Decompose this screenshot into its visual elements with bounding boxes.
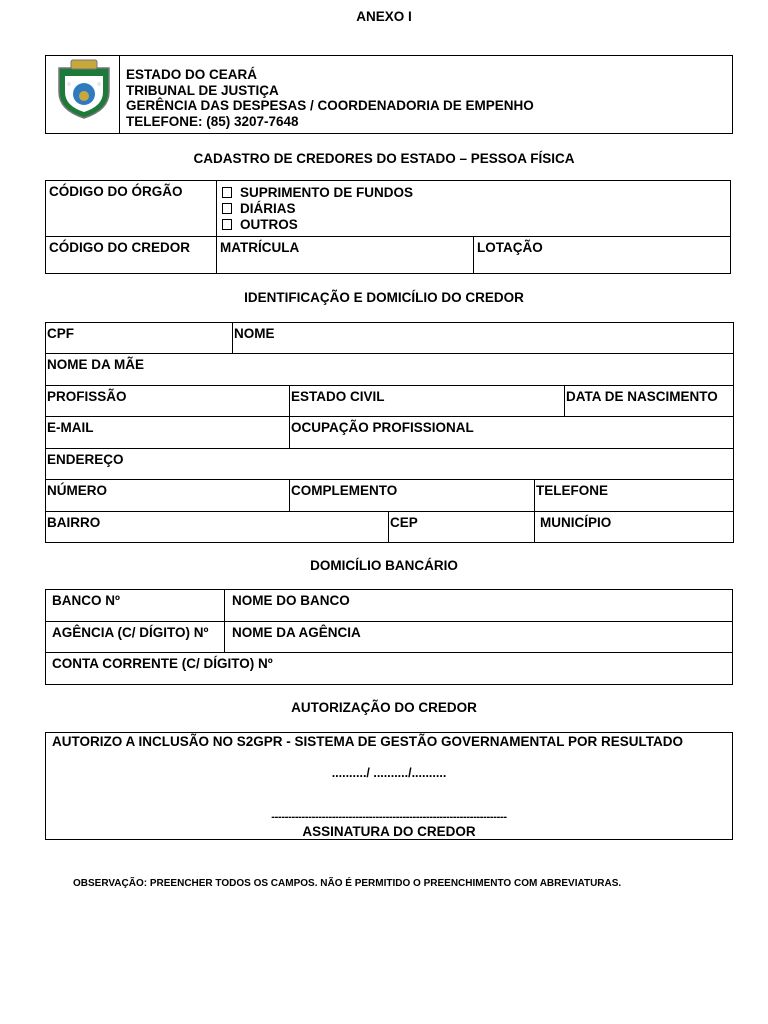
header-line-phone: TELEFONE: (85) 3207-7648 bbox=[126, 113, 299, 129]
annex-title: ANEXO I bbox=[356, 9, 412, 24]
banco-no-label: BANCO Nº bbox=[52, 593, 120, 608]
nome-mae-label: NOME DA MÃE bbox=[47, 357, 144, 372]
header-text bbox=[120, 56, 733, 134]
conta-field[interactable] bbox=[46, 653, 733, 685]
authorization-text: AUTORIZO A INCLUSÃO NO S2GPR - SISTEMA DE GESTÃO GOVERNAMENTAL POR RESULTADO bbox=[52, 734, 684, 749]
codigo-orgao-label: CÓDIGO DO ÓRGÃO bbox=[49, 184, 183, 199]
data-nascimento-field[interactable] bbox=[565, 386, 734, 417]
section-credor-codes bbox=[45, 180, 731, 274]
header-line-state: ESTADO DO CEARÁ bbox=[126, 67, 258, 82]
header-box bbox=[45, 55, 733, 134]
endereco-label: ENDEREÇO bbox=[47, 452, 124, 467]
section-identification bbox=[45, 322, 734, 543]
data-nascimento-label: DATA DE NASCIMENTO bbox=[566, 389, 718, 404]
header-line-department: GERÊNCIA DAS DESPESAS / COORDENADORIA DE EMPENHO bbox=[126, 98, 534, 113]
estado-civil-field[interactable] bbox=[290, 386, 565, 417]
email-field[interactable] bbox=[46, 417, 290, 449]
matricula-field[interactable] bbox=[217, 237, 474, 274]
cpf-field[interactable] bbox=[46, 323, 233, 354]
cpf-label: CPF bbox=[47, 326, 74, 341]
ceara-coat-of-arms-icon bbox=[53, 58, 115, 120]
endereco-field[interactable] bbox=[46, 449, 734, 480]
numero-field[interactable] bbox=[46, 480, 290, 512]
header-line-court: TRIBUNAL DE JUSTIÇA bbox=[126, 82, 279, 98]
complemento-field[interactable] bbox=[290, 480, 535, 512]
date-line[interactable]: ........../ ........../.......... bbox=[331, 766, 447, 780]
banco-no-field[interactable] bbox=[46, 590, 225, 622]
checkbox-icon[interactable] bbox=[222, 219, 232, 230]
nome-banco-label: NOME DO BANCO bbox=[232, 593, 350, 608]
signature-line[interactable]: ---------------------------------------------------------------------- bbox=[271, 811, 507, 823]
form-title: CADASTRO DE CREDORES DO ESTADO – PESSOA FÍSICA bbox=[193, 151, 575, 166]
codigo-credor-field[interactable] bbox=[46, 237, 217, 274]
matricula-label: MATRÍCULA bbox=[220, 240, 300, 255]
telefone-label: TELEFONE bbox=[536, 483, 609, 498]
profissao-label: PROFISSÃO bbox=[47, 389, 127, 404]
expense-type-options bbox=[217, 181, 731, 237]
bank-title: DOMICÍLIO BANCÁRIO bbox=[310, 558, 458, 573]
estado-civil-label: ESTADO CIVIL bbox=[291, 389, 385, 404]
nome-agencia-field[interactable] bbox=[225, 622, 733, 653]
codigo-orgao-field[interactable] bbox=[46, 181, 217, 237]
checkbox-icon[interactable] bbox=[222, 187, 232, 198]
checkbox-icon[interactable] bbox=[222, 203, 232, 214]
nome-agencia-label: NOME DA AGÊNCIA bbox=[232, 625, 361, 640]
option-suprimento[interactable]: SUPRIMENTO DE FUNDOS bbox=[222, 185, 730, 201]
nome-banco-field[interactable] bbox=[225, 590, 733, 622]
lotacao-label: LOTAÇÃO bbox=[477, 240, 543, 255]
authorization-box bbox=[46, 733, 733, 840]
conta-label: CONTA CORRENTE (C/ DÍGITO) Nº bbox=[52, 656, 273, 671]
agencia-label: AGÊNCIA (C/ DÍGITO) Nº bbox=[52, 625, 209, 640]
nome-mae-field[interactable] bbox=[46, 354, 734, 386]
nome-label: NOME bbox=[234, 326, 275, 341]
email-label: E-MAIL bbox=[47, 420, 94, 435]
nome-field[interactable] bbox=[233, 323, 734, 354]
option-outros[interactable]: OUTROS bbox=[222, 217, 730, 233]
ident-title: IDENTIFICAÇÃO E DOMICÍLIO DO CREDOR bbox=[244, 290, 524, 305]
bairro-label: BAIRRO bbox=[47, 515, 101, 530]
section-bank bbox=[45, 589, 733, 685]
codigo-credor-label: CÓDIGO DO CREDOR bbox=[49, 240, 191, 255]
municipio-label: MUNICÍPIO bbox=[540, 515, 612, 530]
cep-field[interactable] bbox=[389, 512, 535, 543]
signature-label: ASSINATURA DO CREDOR bbox=[302, 824, 476, 839]
municipio-field[interactable] bbox=[535, 512, 734, 543]
ocupacao-label: OCUPAÇÃO PROFISSIONAL bbox=[291, 420, 474, 435]
auth-title: AUTORIZAÇÃO DO CREDOR bbox=[291, 700, 477, 715]
logo-cell bbox=[46, 56, 120, 134]
complemento-label: COMPLEMENTO bbox=[291, 483, 398, 498]
profissao-field[interactable] bbox=[46, 386, 290, 417]
ocupacao-field[interactable] bbox=[290, 417, 734, 449]
bairro-field[interactable] bbox=[46, 512, 389, 543]
agencia-field[interactable] bbox=[46, 622, 225, 653]
section-authorization bbox=[45, 732, 733, 840]
observation-note: OBSERVAÇÃO: PREENCHER TODOS OS CAMPOS. NÃO É PERMITIDO O PREENCHIMENTO COM ABREVIATURAS. bbox=[73, 878, 622, 889]
cep-label: CEP bbox=[390, 515, 418, 530]
option-diarias[interactable]: DIÁRIAS bbox=[222, 201, 730, 217]
numero-label: NÚMERO bbox=[47, 483, 107, 498]
telefone-field[interactable] bbox=[535, 480, 734, 512]
lotacao-field[interactable] bbox=[474, 237, 731, 274]
